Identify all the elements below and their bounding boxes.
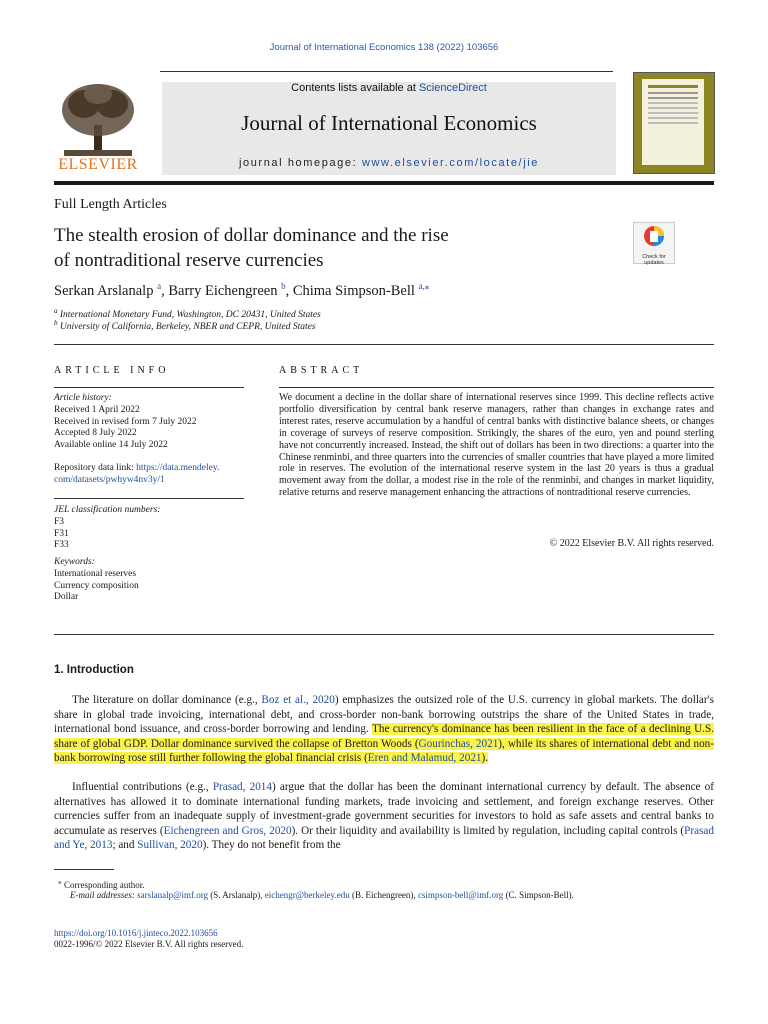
header-bottom-rule [54,181,714,185]
section-rule [54,634,714,635]
abstract-rule [279,387,714,388]
intro-paragraph [54,693,714,766]
title-line-1: The stealth erosion of dollar dominance and the rise [54,225,449,246]
elsevier-logo [54,80,142,175]
citation-link[interactable]: Gourinchas, 2021 [418,737,499,750]
jel-code: F31 [54,528,69,539]
email-link[interactable]: sarslanalp@imf.org [137,890,209,900]
email-link[interactable]: eichengr@berkeley.edu [264,890,350,900]
journal-name: Journal of International Economics [241,111,537,135]
text-run: ), while its shares of international debt and non-bank borrowing rose still further following the global financial crisis ( [54,737,714,764]
author-affiliation-sup[interactable]: a,⁎ [418,281,430,291]
check-for-updates-button[interactable] [633,222,675,264]
homepage-link[interactable]: www.elsevier.com/locate/jie [361,157,540,169]
citation-link[interactable]: Prasad and Ye, 2013 [54,824,714,851]
email-label: E-mail addresses: [70,890,138,900]
repository-link[interactable]: https://data.mendeley. [136,463,220,473]
section-rule [54,344,714,345]
contents-prefix: Contents lists available at [291,82,419,94]
citation-link[interactable]: Boz et al., 2020 [261,694,335,706]
text-run: ). [481,752,489,764]
article-title [54,223,574,273]
footnote-mark: ⁎ [58,877,62,886]
author-affiliation-sup[interactable]: b [281,281,286,291]
article-info-rule [54,498,244,499]
journal-homepage-line [162,157,616,169]
text-run: ; and [112,839,138,851]
footnote-text: Corresponding author. [64,880,145,890]
author-name[interactable]: Chima Simpson-Bell [292,282,415,299]
keywords [54,557,254,604]
jel-code: F3 [54,516,65,527]
article-info-rule [54,387,244,388]
text-run: The literature on dollar dominance (e.g., [72,694,262,706]
article-type: Full Length Articles [54,197,167,212]
email-link[interactable]: csimpson-bell@imf.org [417,890,504,900]
crossmark-icon [634,223,674,249]
text-run: ) emphasizes the outsized role of the U.S. currency in global markets. The dollar's share in global trade invoicing, international debt, and cross-border non-bank borrowing outstrips the share of the United States in trade, international bond issuance, and cross-border borrowing and lending. [54,694,714,735]
affiliation [54,319,316,332]
keywords-label: Keywords: [54,557,95,567]
title-line-2: of nontraditional reserve currencies [54,250,324,271]
keyword: International reserves [54,568,137,579]
doi-link[interactable]: https://doi.org/10.1016/j.jinteco.2022.103656 [54,928,218,938]
author-affiliation-sup[interactable]: a [157,281,162,291]
history-item: Available online 14 July 2022 [54,440,168,451]
affiliation-sup: b [54,319,58,327]
citation-link[interactable]: Sullivan, 2020 [137,839,203,851]
jel-classification [54,505,254,552]
email-addresses [70,890,574,900]
footnote-rule [54,869,114,870]
keyword: Dollar [54,592,79,603]
repository-link-cont[interactable]: com/datasets/pwhyw4nv3y/1 [54,474,165,485]
keyword: Currency composition [54,580,139,591]
text-run: ). They do not benefit from the [202,839,341,851]
author-name[interactable]: Serkan Arslanalp [54,282,154,299]
citation-link[interactable]: Prasad, 2014 [212,781,272,793]
repository-label: Repository data link: [54,463,137,473]
email-owner: (C. Simpson-Bell). [503,890,574,900]
text-run: ) argue that the dollar has been the dominant international currency by default. The absence of alternatives has allowed it to dominate international funding markets, trade invoicing and settlement, and foreign exchange reserves. Other currencies suffer from an inadequate supply of investment-grade government securities for investors to hold as safe assets and central banks to accumulate as reserves ( [54,781,715,837]
email-owner: (B. Eichengreen), [349,890,418,900]
crossmark-label: Check for updates [642,254,666,266]
affiliation-sup: a [54,307,58,315]
journal-citation-link[interactable]: Journal of International Economics 138 (2022) 103656 [269,42,499,53]
article-history [54,393,254,452]
jel-code: F33 [54,540,69,551]
elsevier-wordmark: ELSEVIER [58,156,138,173]
abstract-heading: ABSTRACT [279,365,364,376]
section-heading-introduction: 1. Introduction [54,664,134,676]
sciencedirect-link[interactable]: ScienceDirect [418,82,487,94]
issn-copyright: 0022-1996/© 2022 Elsevier B.V. All rights reserved. [54,939,244,949]
abstract-copyright: © 2022 Elsevier B.V. All rights reserved. [549,538,714,549]
journal-cover-thumbnail[interactable] [633,72,715,174]
article-info-heading: ARTICLE INFO [54,365,170,376]
citation-link[interactable]: Eichengreen and Gros, 2020 [163,824,292,837]
text-run: ). Or their liquidity and availability is limited by regulation, including capital controls ( [291,824,685,837]
corresponding-author-note [58,877,145,890]
citation-link[interactable]: Eren and Malamud, 2021 [367,752,482,764]
history-label: Article history: [54,393,112,403]
affiliation-text: International Monetary Fund, Washington, DC 20431, United States [59,310,321,321]
author-list: Serkan Arslanalp $^a$, Barry Eichengreen $^b$, Chima Simpson-Bell $^{a,⁎}$ [54,281,430,299]
history-item: Accepted 8 July 2022 [54,428,137,439]
jel-label: JEL classification numbers: [54,505,161,515]
author-name[interactable]: Barry Eichengreen [168,282,278,299]
intro-paragraph [54,780,714,853]
history-item: Received in revised form 7 July 2022 [54,416,197,427]
history-item: Received 1 April 2022 [54,404,140,415]
abstract-text: We document a decline in the dollar share of international reserves since 1999. This decline reflects active portfolio diversification by central bank reserve managers, rather than changes in exchange rates and interest rates, reserve accumulation by a handful of central banks with distinctive balance sheets, or changes in coverage of surveys of reserve composition. Strikingly, the shares of the euro, yen and pound sterling have not concurrently increased. Instead, the shift out of dollars has been in two directions: a quarter into the Chinese renminbi, and three quarters into the currencies of smaller countries that have played a more limited role in reserves. The evolution of the international reserve system in the last 20 years is thus a gradual movement away from the dollar, a modest rise in the role of the renminbi, and changes in market liquidity, relative returns and reserve management enhancing the attractions of nontraditional reserve currencies. [279,392,714,499]
cover-page [642,79,704,165]
email-owner: (S. Arslanalp), [208,890,265,900]
text-run: Influential contributions (e.g., [72,781,213,793]
text-run: The currency's dominance has been resilient in the face of a declining U.S. share of global GDP. Dollar dominance survived the collapse of Bretton Woods ( [54,723,714,750]
contents-line [162,82,616,94]
homepage-prefix: journal homepage: [238,157,362,169]
header-top-rule [160,71,613,72]
repository-data-link [54,463,254,487]
affiliation-text: University of California, Berkeley, NBER and CEPR, United States [59,322,316,333]
